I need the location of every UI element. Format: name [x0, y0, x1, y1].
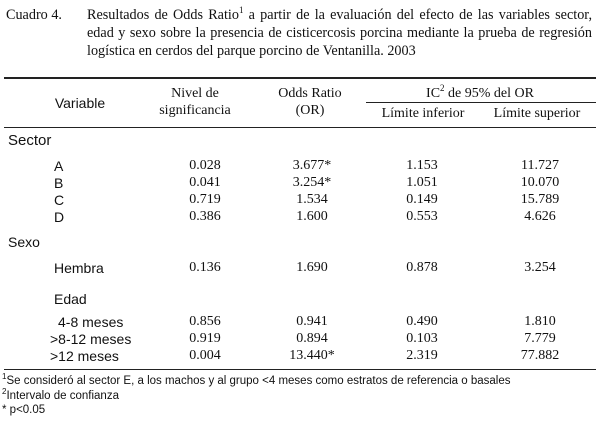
header-nivel-line1: Nivel de — [171, 86, 219, 101]
header-limite-inferior: Límite inferior — [381, 106, 465, 121]
row-4-8-sup: 1.810 — [524, 314, 556, 329]
footnote-2-text: Intervalo de confianza — [6, 390, 119, 402]
row-d-inf: 0.553 — [406, 209, 438, 224]
row-d-or: 1.600 — [296, 209, 328, 224]
row-c-nivel: 0.719 — [189, 192, 221, 207]
row-c-sup: 15.789 — [520, 192, 560, 207]
caption-title-superscript: 1 — [238, 5, 244, 15]
row-label-4-8-meses: 4-8 meses — [58, 314, 124, 330]
table-bottom-rule — [4, 369, 596, 370]
row-label-a: A — [54, 158, 64, 174]
header-ic-suffix: de 95% del OR — [444, 86, 534, 101]
group-label-sexo: Sexo — [8, 234, 40, 250]
row-label-hembra: Hembra — [54, 260, 104, 276]
row-a-nivel: 0.028 — [189, 158, 221, 173]
row-4-8-nivel: 0.856 — [189, 314, 221, 329]
footnote-1 — [2, 372, 511, 388]
caption-title-part2: a partir de la evaluación del efecto de las variables sector, edad y sexo sobre la presencia de cisticercosis porcina mediante la prueba de regresión logística en cerdos del parque porcino de Ventanilla. 2003 — [87, 7, 592, 59]
footnote-2 — [2, 387, 119, 403]
header-ic-prefix: IC — [426, 86, 441, 101]
row-label-d: D — [54, 209, 65, 225]
caption-title-part1: Resultados de Odds Ratio — [87, 7, 239, 23]
row-hembra-inf: 0.878 — [406, 260, 438, 275]
row-label-b: B — [54, 175, 64, 191]
row-12-sup: 77.882 — [520, 348, 560, 363]
row-a-or: 3.677* — [292, 158, 332, 173]
row-b-sup: 10.070 — [520, 175, 560, 190]
footnote-1-text: Se consideró al sector E, a los machos y al grupo <4 meses como estratos de referencia o basales — [6, 375, 511, 387]
row-b-inf: 1.051 — [406, 175, 438, 190]
footnote-1-marker: 1 — [2, 372, 7, 381]
group-label-edad: Edad — [54, 291, 87, 307]
header-ic-superscript: 2 — [440, 83, 445, 93]
row-12-or: 13.440* — [289, 348, 335, 363]
table-top-rule — [4, 77, 596, 79]
row-label-8-12-meses: >8-12 meses — [50, 331, 132, 347]
caption-label: Cuadro 4. — [6, 7, 62, 23]
row-8-12-nivel: 0.919 — [189, 331, 221, 346]
row-4-8-inf: 0.490 — [406, 314, 438, 329]
row-b-nivel: 0.041 — [189, 175, 221, 190]
row-label-12-meses: >12 meses — [50, 348, 119, 364]
row-hembra-or: 1.690 — [296, 260, 328, 275]
header-ic — [375, 83, 585, 102]
row-label-c: C — [54, 192, 65, 208]
ic-subheader-rule — [366, 102, 596, 103]
row-b-or: 3.254* — [292, 175, 332, 190]
row-d-nivel: 0.386 — [189, 209, 221, 224]
header-limite-superior: Límite superior — [493, 106, 581, 121]
row-8-12-or: 0.894 — [296, 331, 328, 346]
footnote-3: * p<0.05 — [2, 404, 46, 416]
caption-title — [87, 6, 592, 60]
row-c-or: 1.534 — [296, 192, 328, 207]
row-8-12-inf: 0.103 — [406, 331, 438, 346]
row-hembra-sup: 3.254 — [524, 260, 556, 275]
row-d-sup: 4.626 — [524, 209, 556, 224]
row-a-sup: 11.727 — [521, 158, 559, 173]
row-c-inf: 0.149 — [406, 192, 438, 207]
row-8-12-sup: 7.779 — [524, 331, 556, 346]
row-a-inf: 1.153 — [406, 158, 438, 173]
group-label-sector: Sector — [8, 132, 52, 149]
row-hembra-nivel: 0.136 — [189, 260, 221, 275]
row-12-nivel: 0.004 — [189, 348, 221, 363]
header-variable: Variable — [54, 95, 106, 111]
row-4-8-or: 0.941 — [296, 314, 328, 329]
header-nivel-line2: significancia — [159, 103, 231, 118]
header-bottom-rule — [4, 127, 596, 128]
header-or-line2: (OR) — [295, 103, 325, 118]
row-12-inf: 2.319 — [406, 348, 438, 363]
footnote-2-marker: 2 — [2, 387, 7, 396]
header-or-line1: Odds Ratio — [278, 86, 342, 101]
